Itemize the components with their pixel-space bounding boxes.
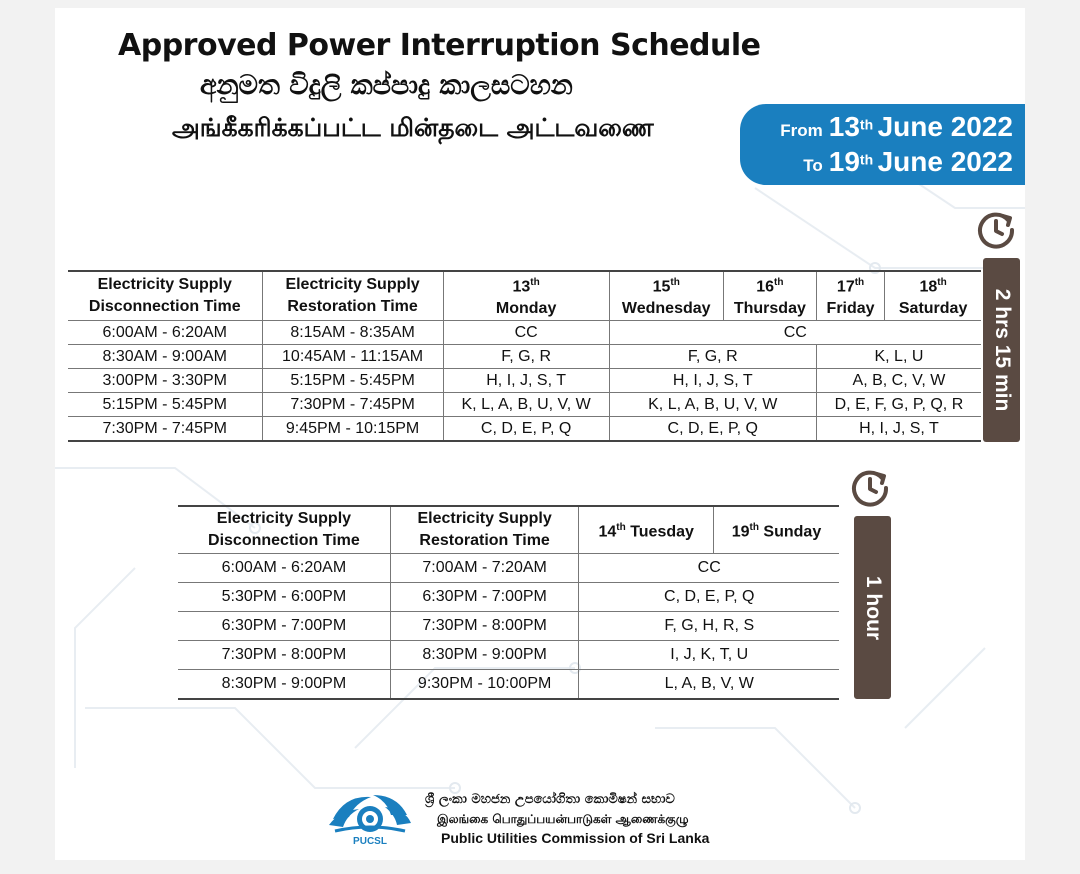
restore-cell: 9:45PM - 10:15PM bbox=[262, 417, 443, 442]
groups-cell: K, L, U bbox=[816, 345, 981, 369]
table-row bbox=[178, 670, 839, 700]
day-name: Saturday bbox=[898, 300, 968, 318]
restore-cell: 6:30PM - 7:00PM bbox=[390, 583, 579, 612]
duration-label: 1 hour bbox=[861, 575, 885, 640]
table-row bbox=[178, 612, 839, 641]
day-name: Thursday bbox=[733, 300, 806, 318]
day-name: Monday bbox=[495, 300, 557, 318]
groups-cell: C, D, E, P, Q bbox=[609, 417, 816, 442]
groups-cell: CC bbox=[443, 321, 609, 345]
table-row bbox=[178, 583, 839, 612]
duration-label: 2 hrs 15 min bbox=[990, 288, 1014, 412]
groups-cell: H, I, J, S, T bbox=[609, 369, 816, 393]
day-suffix: th bbox=[937, 277, 947, 288]
restore-cell: 8:15AM - 8:35AM bbox=[262, 321, 443, 345]
pucsl-logo bbox=[325, 785, 415, 847]
duration-bar-2hrs bbox=[983, 258, 1020, 442]
header-day bbox=[723, 271, 816, 321]
groups-cell: C, D, E, P, Q bbox=[579, 583, 839, 612]
day-suffix: th bbox=[670, 277, 680, 288]
day-num: 13 bbox=[512, 278, 531, 296]
groups-cell: C, D, E, P, Q bbox=[443, 417, 609, 442]
restore-cell: 7:00AM - 7:20AM bbox=[390, 554, 579, 583]
day-suffix: th bbox=[616, 521, 626, 533]
groups-cell: K, L, A, B, U, V, W bbox=[443, 393, 609, 417]
day-num: 14 bbox=[598, 523, 617, 541]
day-num: 15 bbox=[652, 278, 671, 296]
title-tamil: அங்கீகரிக்கப்பட்ட மின்தடை அட்டவணை bbox=[172, 113, 654, 142]
header-line: Electricity Supply bbox=[417, 510, 552, 527]
groups-cell: CC bbox=[609, 321, 981, 345]
day-name: Wednesday bbox=[621, 300, 711, 318]
title-sinhala: අනුමත විදුලි කප්පාදු කාලසටහන bbox=[200, 70, 573, 101]
date-range-box bbox=[740, 104, 1025, 185]
table-row bbox=[178, 554, 839, 583]
header-restoration bbox=[262, 271, 443, 321]
disconnect-cell: 3:00PM - 3:30PM bbox=[68, 369, 262, 393]
header-line: Electricity Supply bbox=[216, 510, 352, 527]
table-row bbox=[68, 345, 981, 369]
schedule-table-2hrs bbox=[68, 270, 981, 442]
to-day: 19 bbox=[828, 146, 860, 177]
to-month-year: June 2022 bbox=[877, 146, 1013, 177]
from-label: From bbox=[780, 121, 823, 140]
disconnect-cell: 8:30AM - 9:00AM bbox=[68, 345, 262, 369]
disconnect-cell: 6:00AM - 6:20AM bbox=[178, 554, 390, 583]
table-row bbox=[68, 417, 981, 442]
day-num: 17 bbox=[836, 278, 855, 296]
table-header-row bbox=[68, 271, 981, 321]
groups-cell: H, I, J, S, T bbox=[443, 369, 609, 393]
header-disconnection bbox=[178, 506, 390, 554]
logo-text: PUCSL bbox=[353, 836, 387, 847]
header-line: Electricity Supply bbox=[97, 276, 232, 294]
table-row bbox=[68, 393, 981, 417]
header-disconnection bbox=[68, 271, 262, 321]
org-name-sinhala: ශ්‍රී ලංකා මහජන උපයෝගිතා කොමිෂන් සභාව bbox=[425, 792, 675, 807]
date-from bbox=[780, 111, 1013, 143]
restore-cell: 10:45AM - 11:15AM bbox=[262, 345, 443, 369]
table-header-row bbox=[178, 506, 839, 554]
restore-cell: 9:30PM - 10:00PM bbox=[390, 670, 579, 700]
header-day bbox=[816, 271, 884, 321]
restore-cell: 7:30PM - 8:00PM bbox=[390, 612, 579, 641]
header-day bbox=[713, 506, 839, 554]
groups-cell: CC bbox=[579, 554, 839, 583]
header-day bbox=[885, 271, 981, 321]
groups-cell: F, G, H, R, S bbox=[579, 612, 839, 641]
groups-cell: F, G, R bbox=[609, 345, 816, 369]
day-name: Tuesday bbox=[630, 523, 694, 541]
day-suffix: th bbox=[530, 277, 540, 288]
day-suffix: th bbox=[854, 277, 865, 288]
date-to bbox=[803, 146, 1013, 178]
duration-bar-1hour bbox=[854, 516, 891, 699]
day-name: Sunday bbox=[763, 523, 822, 541]
day-num: 18 bbox=[919, 278, 938, 296]
groups-cell: I, J, K, T, U bbox=[579, 641, 839, 670]
clock-icon bbox=[850, 468, 890, 508]
day-suffix: th bbox=[749, 521, 759, 533]
header-day bbox=[443, 271, 609, 321]
table-row bbox=[178, 641, 839, 670]
to-label: To bbox=[803, 156, 823, 175]
restore-cell: 5:15PM - 5:45PM bbox=[262, 369, 443, 393]
org-name-english: Public Utilities Commission of Sri Lanka bbox=[441, 830, 710, 846]
org-name-tamil: இலங்கை பொதுப்பயன்பாடுகள் ஆணைக்குழு bbox=[437, 812, 689, 826]
disconnect-cell: 8:30PM - 9:00PM bbox=[178, 670, 390, 700]
day-name: Friday bbox=[826, 300, 875, 318]
table-row bbox=[68, 321, 981, 345]
disconnect-cell: 5:15PM - 5:45PM bbox=[68, 393, 262, 417]
groups-cell: K, L, A, B, U, V, W bbox=[609, 393, 816, 417]
day-suffix: th bbox=[774, 277, 784, 288]
from-day: 13 bbox=[828, 111, 860, 142]
title-english: Approved Power Interruption Schedule bbox=[118, 28, 761, 63]
from-month-year: June 2022 bbox=[877, 111, 1013, 142]
groups-cell: D, E, F, G, P, Q, R bbox=[816, 393, 981, 417]
disconnect-cell: 7:30PM - 7:45PM bbox=[68, 417, 262, 442]
to-suffix: th bbox=[859, 151, 874, 168]
day-num: 19 bbox=[731, 523, 750, 541]
disconnect-cell: 7:30PM - 8:00PM bbox=[178, 641, 390, 670]
header-line: Restoration Time bbox=[287, 298, 418, 316]
table-row bbox=[68, 369, 981, 393]
day-num: 16 bbox=[756, 278, 775, 296]
from-suffix: th bbox=[859, 116, 874, 133]
header-line: Disconnection Time bbox=[208, 532, 360, 549]
header-day bbox=[579, 506, 714, 554]
groups-cell: F, G, R bbox=[443, 345, 609, 369]
header-line: Disconnection Time bbox=[88, 298, 241, 316]
restore-cell: 8:30PM - 9:00PM bbox=[390, 641, 579, 670]
groups-cell: H, I, J, S, T bbox=[816, 417, 981, 442]
header-day bbox=[609, 271, 723, 321]
header-restoration bbox=[390, 506, 579, 554]
header-line: Restoration Time bbox=[419, 532, 550, 549]
schedule-table-1hour bbox=[178, 505, 839, 700]
disconnect-cell: 6:00AM - 6:20AM bbox=[68, 321, 262, 345]
disconnect-cell: 5:30PM - 6:00PM bbox=[178, 583, 390, 612]
restore-cell: 7:30PM - 7:45PM bbox=[262, 393, 443, 417]
disconnect-cell: 6:30PM - 7:00PM bbox=[178, 612, 390, 641]
header-line: Electricity Supply bbox=[285, 276, 420, 294]
groups-cell: L, A, B, V, W bbox=[579, 670, 839, 700]
clock-icon bbox=[976, 210, 1016, 250]
groups-cell: A, B, C, V, W bbox=[816, 369, 981, 393]
